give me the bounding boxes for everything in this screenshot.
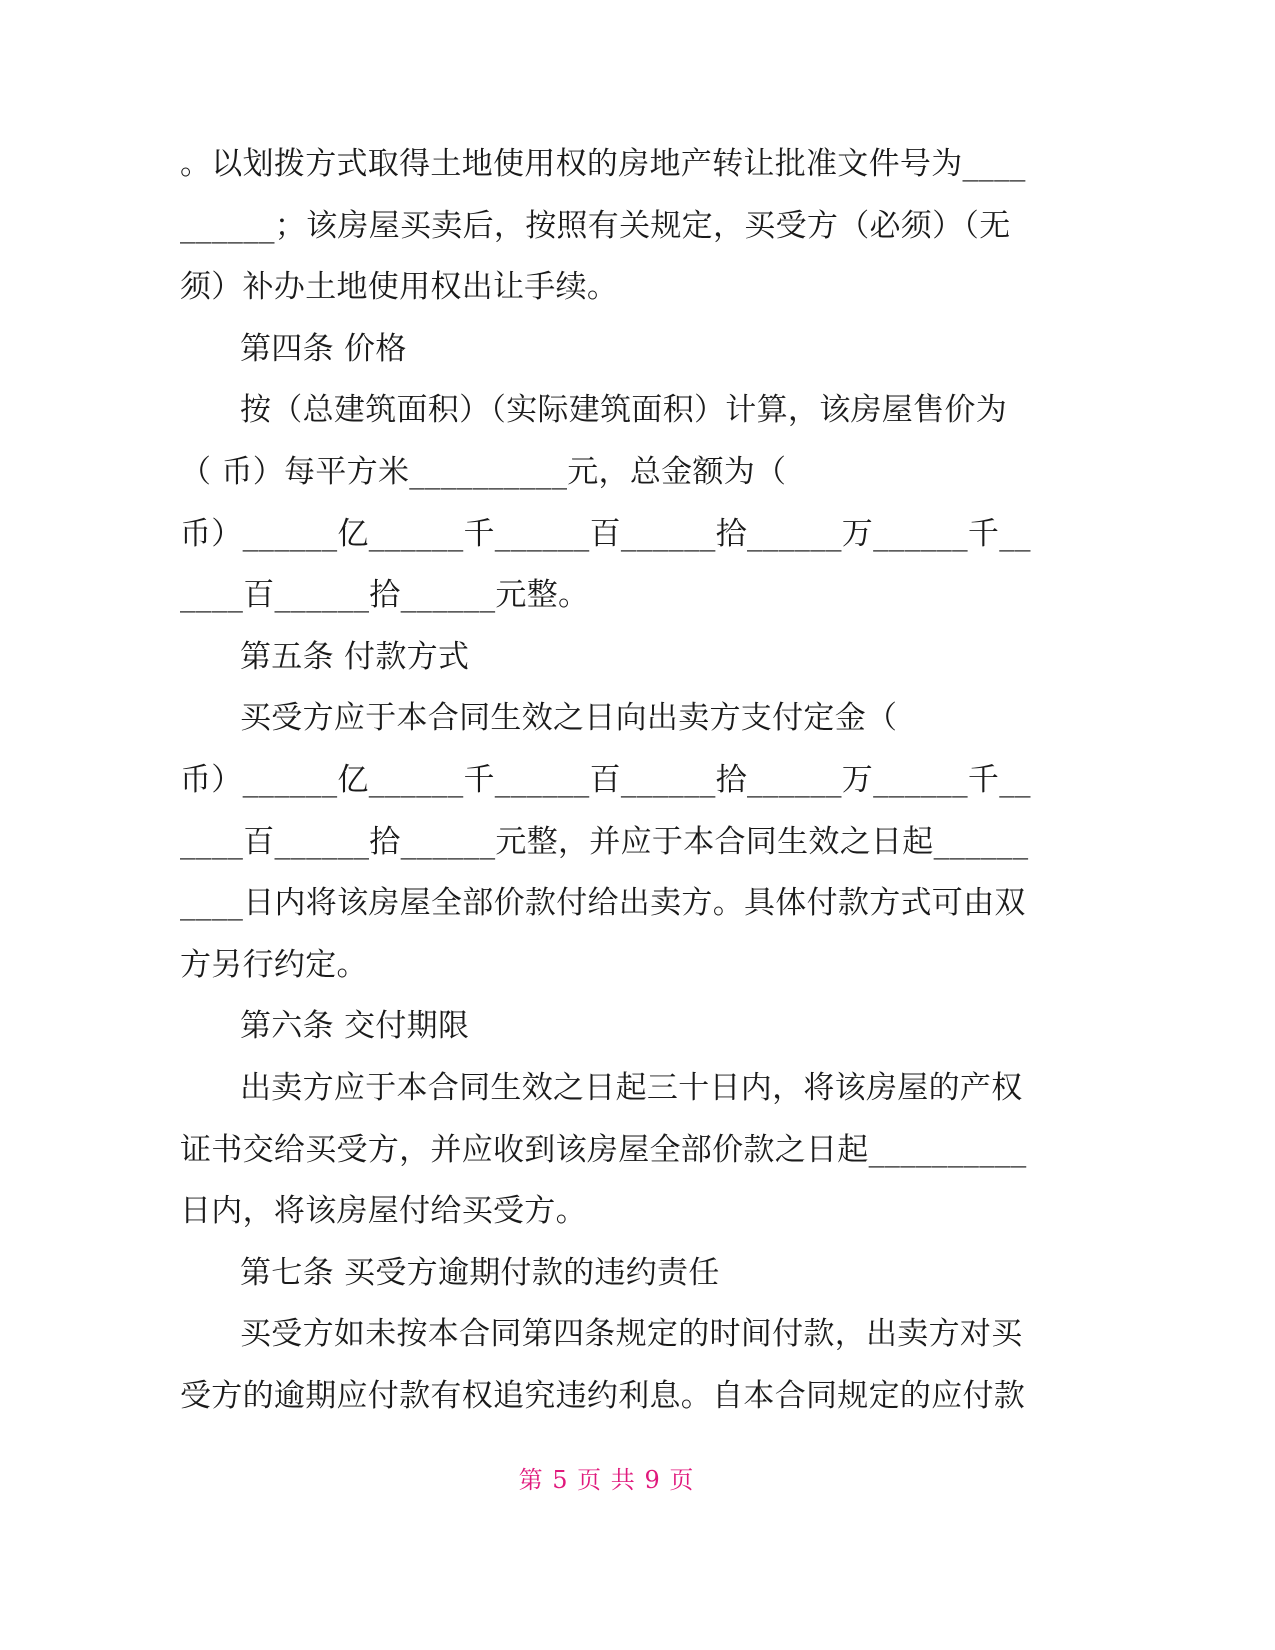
body-line: 按（总建筑面积）（实际建筑面积）计算，该房屋售价为	[240, 392, 1007, 429]
body-line: ____百______拾______元整，并应于本合同生效之日起______	[180, 823, 1029, 860]
body-line: ______；该房屋买卖后，按照有关规定，买受方（必须）（无	[180, 207, 1011, 244]
body-line: ____百______拾______元整。	[180, 577, 590, 614]
body-line: （ 币）每平方米__________元，总金额为（	[180, 453, 787, 490]
body-line: 买受方应于本合同生效之日向出卖方支付定金（	[240, 700, 898, 737]
body-line: ____日内将该房屋全部价款付给出卖方。具体付款方式可由双	[180, 885, 1026, 922]
article-heading: 第七条 买受方逾期付款的违约责任	[240, 1254, 720, 1291]
body-line: 方另行约定。	[180, 946, 368, 983]
body-line: 币）______亿______千______百______拾______万______千__	[180, 515, 1031, 552]
body-line: 须）补办土地使用权出让手续。	[180, 269, 619, 306]
body-line: 买受方如未按本合同第四条规定的时间付款，出卖方对买	[240, 1316, 1023, 1353]
body-line: 证书交给买受方，并应收到该房屋全部价款之日起__________	[180, 1131, 1027, 1168]
article-heading: 第四条 价格	[240, 330, 407, 367]
article-heading: 第五条 付款方式	[240, 638, 470, 675]
body-line: 。以划拨方式取得土地使用权的房地产转让批准文件号为____	[180, 146, 1026, 182]
body-line: 出卖方应于本合同生效之日起三十日内，将该房屋的产权	[240, 1069, 1023, 1106]
document-body	[180, 134, 1040, 1427]
body-line: 受方的逾期应付款有权追究违约利息。自本合同规定的应付款	[180, 1377, 1026, 1414]
page-number: 第 5 页 共 9 页	[518, 1466, 695, 1494]
body-line: 日内，将该房屋付给买受方。	[180, 1193, 587, 1230]
body-line: 币）______亿______千______百______拾______万______千__	[180, 761, 1031, 798]
article-heading: 第六条 交付期限	[240, 1008, 470, 1045]
